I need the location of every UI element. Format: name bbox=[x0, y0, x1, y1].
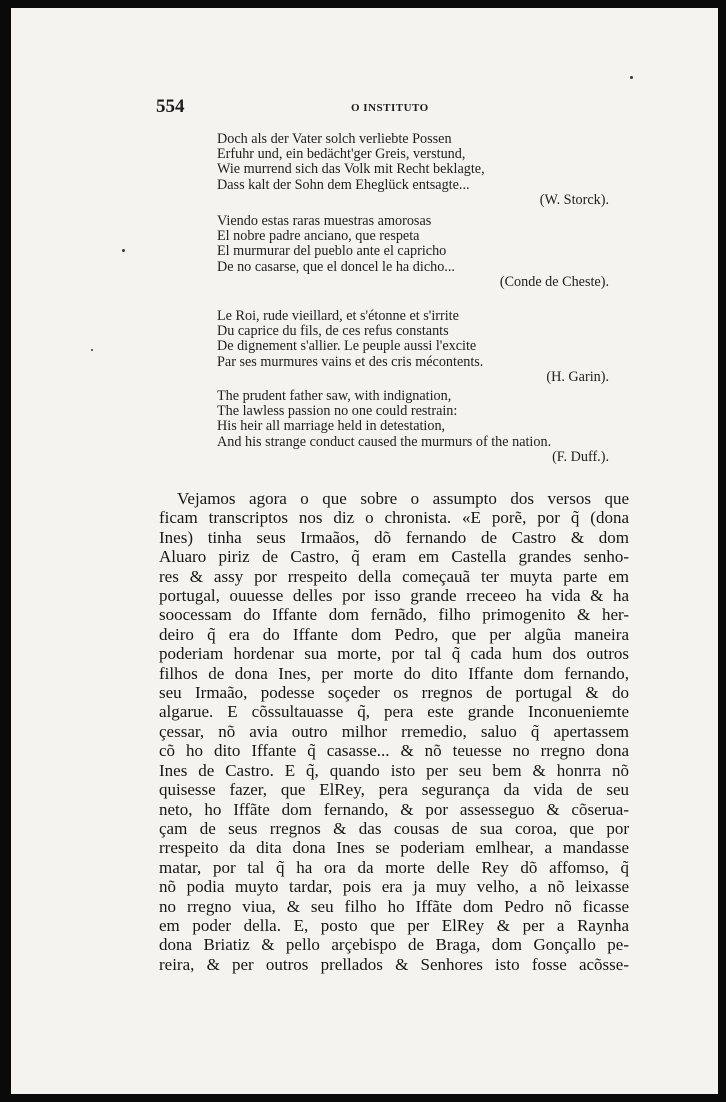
prose-line: filhos de dona Ines, per morte do dito Iffante dom fernando, bbox=[159, 663, 629, 683]
book-page bbox=[11, 8, 718, 1094]
prose-line: portugal, ouuesse delles por isso grande rreceeo ha vida & ha bbox=[159, 586, 629, 606]
prose-line: reira, & per outros prellados & Senhores isto fosse acõsse- bbox=[159, 954, 629, 974]
verse-line: Du caprice du fils, de ces refus constants bbox=[217, 323, 449, 340]
prose-line: soocessam do Iffante dom fernãdo, filho primogenito & her- bbox=[159, 605, 629, 625]
prose-line: cõ ho dito Iffante q̃ casasse... & nõ teuesse no rregno dona bbox=[159, 741, 629, 761]
page-number: 554 bbox=[156, 96, 185, 117]
verse-line: His heir all marriage held in detestation, bbox=[217, 418, 446, 435]
prose-line: algarue. E cõssultauasse q̃, pera este grande Inconueniemte bbox=[159, 702, 629, 722]
prose-line: çessar, nõ avia outro milhor rremedio, saluo q̃ apertassem bbox=[159, 721, 629, 741]
verse-line: Par ses murmures vains et des cris mécontents. bbox=[217, 353, 484, 370]
prose-line: ficam transcriptos nos diz o chronista. «E porẽ, por q̃ (dona bbox=[159, 508, 629, 528]
prose-line: çam de seus rregnos & das cousas de sua coroa, que por bbox=[159, 818, 629, 838]
prose-line: no rregno viua, & seu filho ho Iffãte dom Pedro nõ ficasse bbox=[159, 896, 629, 916]
running-title: O INSTITUTO bbox=[351, 102, 429, 114]
verse-line: The lawless passion no one could restrain: bbox=[217, 403, 458, 420]
prose-line: neto, ho Iffãte dom fernando, & por assesseguo & cõserua- bbox=[159, 799, 629, 819]
prose-line: nõ podia muyto tardar, pois era ja muy velho, a nõ leixasse bbox=[159, 877, 629, 897]
verse-line: Doch als der Vater solch verliebte Possen bbox=[217, 131, 452, 147]
verse-line: The prudent father saw, with indignation, bbox=[217, 388, 452, 404]
verse-line: El nobre padre anciano, que respeta bbox=[217, 228, 420, 245]
prose-line: quisesse fazer, que ElRey, pera segurança da vida de seu bbox=[159, 780, 629, 800]
prose-line: seu Irmaão, podesse soçeder os rregnos de portugal & do bbox=[159, 683, 629, 703]
verse-line: Wie murrend sich das Volk mit Recht beklagte, bbox=[217, 161, 485, 178]
verse-attribution: (H. Garin). bbox=[546, 368, 609, 385]
verse-line: Dass kalt der Sohn dem Eheglück entsagte... bbox=[217, 176, 470, 193]
ink-speck bbox=[122, 249, 125, 252]
prose-line: matar, por tal q̃ ha ora da morte delle Rey dõ affomso, q̃ bbox=[159, 857, 629, 877]
prose-line: poderiam hordenar sua morte, por tal q̃ cada hum dos outros bbox=[159, 644, 629, 664]
page-header bbox=[156, 96, 546, 120]
verse-line: El murmurar del pueblo ante el capricho bbox=[217, 243, 447, 260]
verse-line: De dignement s'allier. Le peuple aussi l'excite bbox=[217, 338, 477, 355]
verse-french bbox=[217, 309, 609, 385]
verse-german bbox=[217, 132, 609, 208]
prose-line: rrespeito da dita dona Ines se poderiam emlhear, a mandasse bbox=[159, 838, 629, 858]
verse-line: Erfuhr und, ein bedächt'ger Greis, verstund, bbox=[217, 146, 466, 163]
verse-line: Le Roi, rude vieillard, et s'étonne et s'irrite bbox=[217, 308, 459, 324]
prose-line: deiro q̃ era do Iffante dom Pedro, que per algũa maneira bbox=[159, 624, 629, 644]
verse-attribution: (W. Storck). bbox=[539, 191, 609, 208]
prose-line: Vejamos agora o que sobre o assumpto dos versos que bbox=[177, 489, 629, 508]
prose-line: res & assy por rrespeito della começauã ter muyta parte em bbox=[159, 566, 629, 586]
verse-spanish bbox=[217, 214, 609, 290]
prose-line: dona Briatiz & pello arçebispo de Braga, dom Gonçallo pe- bbox=[159, 935, 629, 955]
prose-line: Ines de Castro. E q̃, quando isto per seu bem & honrra nõ bbox=[159, 760, 629, 780]
verse-attribution: (Conde de Cheste). bbox=[499, 273, 609, 290]
verse-attribution: (F. Duff.). bbox=[552, 448, 609, 465]
prose-line: Ines) tinha seus Irmaãos, dõ fernando de Castro & dom bbox=[159, 527, 629, 547]
ink-speck bbox=[630, 76, 633, 79]
prose-line: em poder della. E, posto que per ElRey & per a Raynha bbox=[159, 915, 629, 935]
verse-line: And his strange conduct caused the murmurs of the nation. bbox=[217, 433, 552, 450]
verse-line: Viendo estas raras muestras amorosas bbox=[217, 213, 432, 229]
verse-english bbox=[217, 389, 609, 465]
prose-line: Aluaro piriz de Castro, q̃ eram em Castella grandes senho- bbox=[159, 547, 629, 567]
ink-speck bbox=[91, 349, 93, 351]
verse-line: De no casarse, que el doncel le ha dicho... bbox=[217, 258, 455, 275]
prose-paragraph bbox=[159, 489, 629, 974]
